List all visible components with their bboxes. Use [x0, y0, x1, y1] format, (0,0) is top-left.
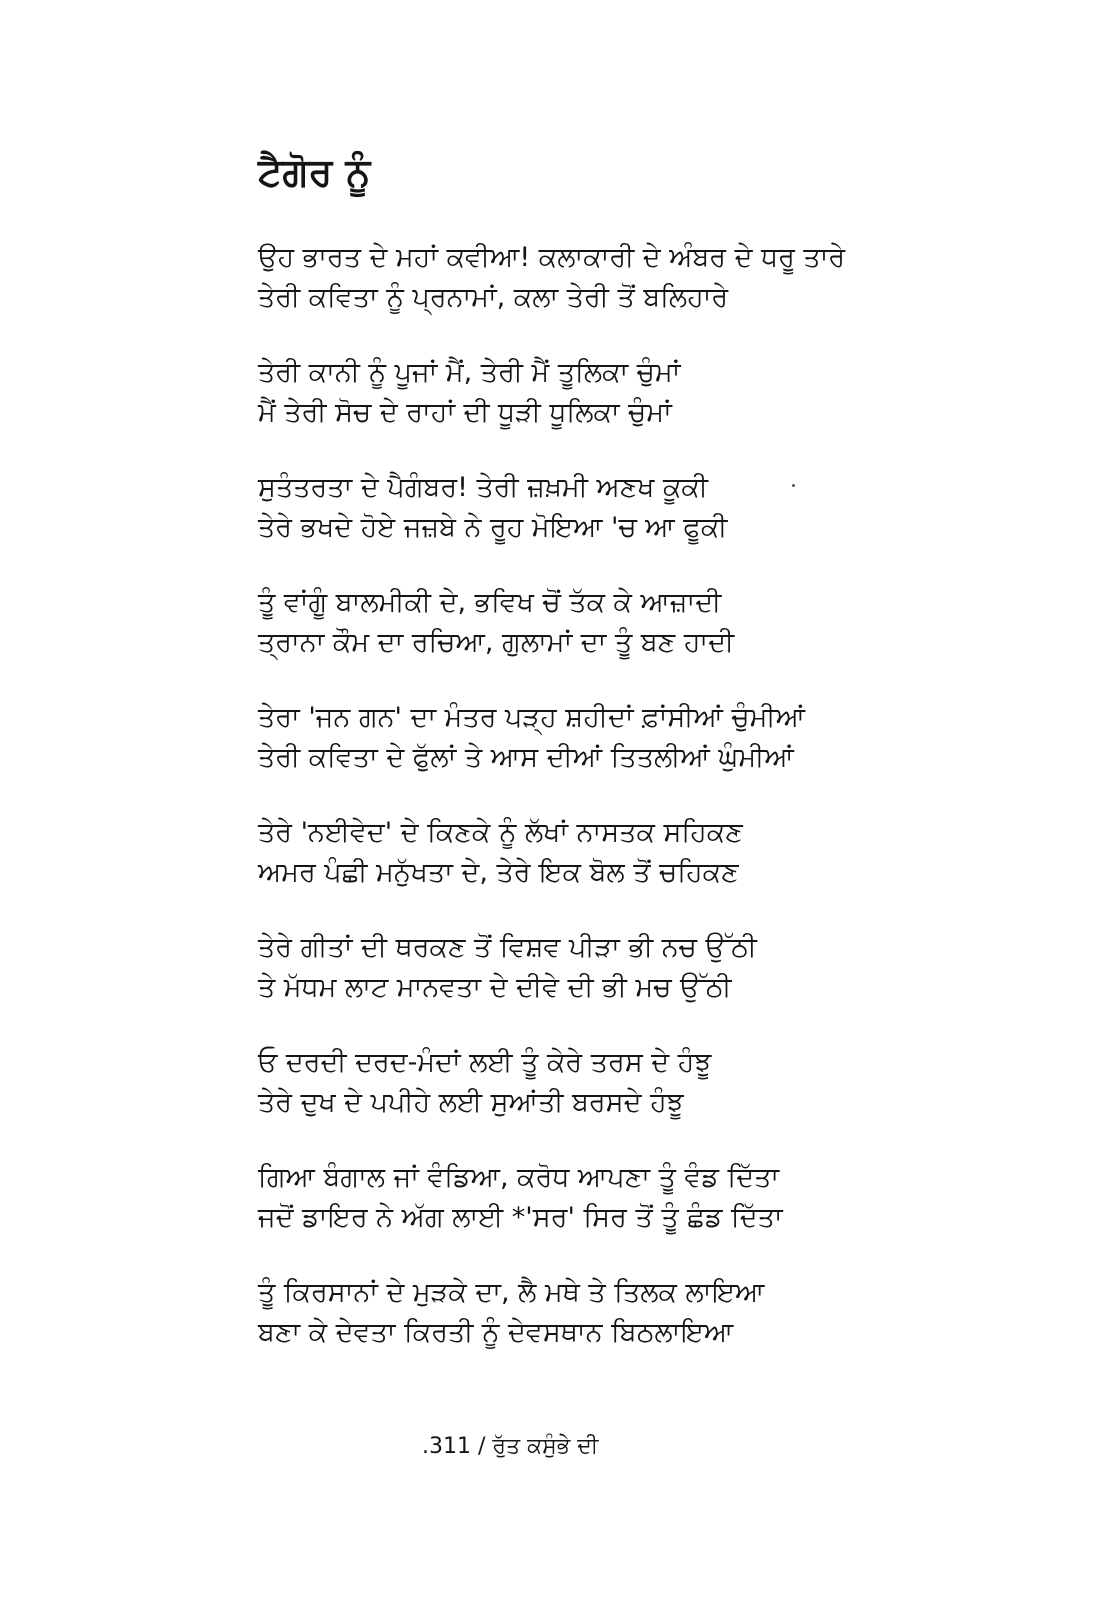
stanza	[258, 353, 858, 468]
poem-line: ਬਣਾ ਕੇ ਦੇਵਤਾ ਕਿਰਤੀ ਨੂੰ ਦੇਵਸਥਾਨ ਬਿਠਲਾਇਆ	[258, 1317, 734, 1348]
poem-line: ਮੈਂ ਤੇਰੀ ਸੋਚ ਦੇ ਰਾਹਾਂ ਦੀ ਧੂੜੀ ਧੂਲਿਕਾ ਚੁੰਮਾਂ	[258, 397, 672, 428]
poem-line: ਅਮਰ ਪੰਛੀ ਮਨੁੱਖਤਾ ਦੇ, ਤੇਰੇ ਇਕ ਬੋਲ ਤੋਂ ਚਹਿਕਣ	[258, 857, 739, 888]
poem-line: ਤੇਰੀ ਕਾਨੀ ਨੂੰ ਪੂਜਾਂ ਮੈਂ, ਤੇਰੀ ਮੈਂ ਤੂਲਿਕਾ ਚੁੰਮਾਂ	[258, 357, 681, 388]
poem-body	[258, 238, 858, 1388]
stanza	[258, 928, 858, 1043]
stanza	[258, 238, 858, 353]
stanza	[258, 698, 858, 813]
page-footer: .311 / ਰੁੱਤ ਕਸੁੰਭੇ ਦੀ	[422, 1434, 599, 1459]
poem-line: ਤੇਰੇ ਦੁਖ ਦੇ ਪਪੀਹੇ ਲਈ ਸੁਆਂਤੀ ਬਰਸਦੇ ਹੰਝੂ	[258, 1087, 684, 1118]
stanza	[258, 583, 858, 698]
poem-line: ਤੇਰੇ 'ਨਈਵੇਦ' ਦੇ ਕਿਣਕੇ ਨੂੰ ਲੱਖਾਂ ਨਾਸਤਕ ਸਹਿਕਣ	[258, 817, 743, 848]
poem-line: ਜਦੋਂ ਡਾਇਰ ਨੇ ਅੱਗ ਲਾਈ *'ਸਰ' ਸਿਰ ਤੋਂ ਤੂੰ ਛੰਡ ਦਿੱਤਾ	[258, 1202, 783, 1233]
poem-line: ਸੁਤੰਤਰਤਾ ਦੇ ਪੈਗੰਬਰ! ਤੇਰੀ ਜ਼ਖ਼ਮੀ ਅਣਖ ਕੂਕੀ	[258, 472, 708, 503]
poem-line: ਤੇਰੇ ਭਖਦੇ ਹੋਏ ਜਜ਼ਬੇ ਨੇ ਰੂਹ ਮੋਇਆ 'ਚ ਆ ਫੂਕੀ	[258, 512, 728, 543]
stanza	[258, 468, 858, 583]
stanza	[258, 1043, 858, 1158]
poem-title: ਟੈਗੋਰ ਨੂੰ	[258, 150, 371, 194]
poem-line: ਤੂੰ ਵਾਂਗੂੰ ਬਾਲਮੀਕੀ ਦੇ, ਭਵਿਖ ਚੋਂ ਤੱਕ ਕੇ ਆਜ਼ਾਦੀ	[258, 587, 722, 618]
poem-line: ਤੇਰੀ ਕਵਿਤਾ ਨੂੰ ਪ੍ਰਨਾਮਾਂ, ਕਲਾ ਤੇਰੀ ਤੋਂ ਬਲਿਹਾਰੇ	[258, 282, 729, 313]
poem-line: ਤ੍ਰਾਨਾ ਕੌਮ ਦਾ ਰਚਿਆ, ਗੁਲਾਮਾਂ ਦਾ ਤੂੰ ਬਣ ਹਾਦੀ	[258, 627, 735, 658]
poem-line: ਤੇਰੇ ਗੀਤਾਂ ਦੀ ਥਰਕਣ ਤੋਂ ਵਿਸ਼ਵ ਪੀੜਾ ਭੀ ਨਚ ਉੱਠੀ	[258, 932, 757, 963]
poem-line: ਗਿਆ ਬੰਗਾਲ ਜਾਂ ਵੰਡਿਆ, ਕਰੋਧ ਆਪਣਾ ਤੂੰ ਵੰਡ ਦਿੱਤਾ	[258, 1162, 780, 1193]
poem-line: ਤੇਰੀ ਕਵਿਤਾ ਦੇ ਫੁੱਲਾਂ ਤੇ ਆਸ ਦੀਆਂ ਤਿਤਲੀਆਂ ਘੁੰਮੀਆਂ	[258, 742, 794, 773]
poem-line: ਤੂੰ ਕਿਰਸਾਨਾਂ ਦੇ ਮੁੜਕੇ ਦਾ, ਲੈ ਮਥੇ ਤੇ ਤਿਲਕ ਲਾਇਆ	[258, 1277, 765, 1308]
stanza	[258, 813, 858, 928]
poem-line: ਉਹ ਭਾਰਤ ਦੇ ਮਹਾਂ ਕਵੀਆ! ਕਲਾਕਾਰੀ ਦੇ ਅੰਬਰ ਦੇ ਧਰੂ ਤਾਰੇ	[258, 242, 846, 273]
poem-line: ਤੇਰਾ 'ਜਨ ਗਨ' ਦਾ ਮੰਤਰ ਪੜ੍ਹ ਸ਼ਹੀਦਾਂ ਫ਼ਾਂਸੀਆਂ ਚੁੰਮੀਆਂ	[258, 702, 806, 733]
stanza	[258, 1158, 858, 1273]
poem-line: ਓ ਦਰਦੀ ਦਰਦ-ਮੰਦਾਂ ਲਈ ਤੂੰ ਕੇਰੇ ਤਰਸ ਦੇ ਹੰਝੂ	[258, 1047, 712, 1078]
stanza	[258, 1273, 858, 1388]
poem-line: ਤੇ ਮੱਧਮ ਲਾਟ ਮਾਨਵਤਾ ਦੇ ਦੀਵੇ ਦੀ ਭੀ ਮਚ ਉੱਠੀ	[258, 972, 732, 1003]
scan-speck	[792, 484, 795, 487]
